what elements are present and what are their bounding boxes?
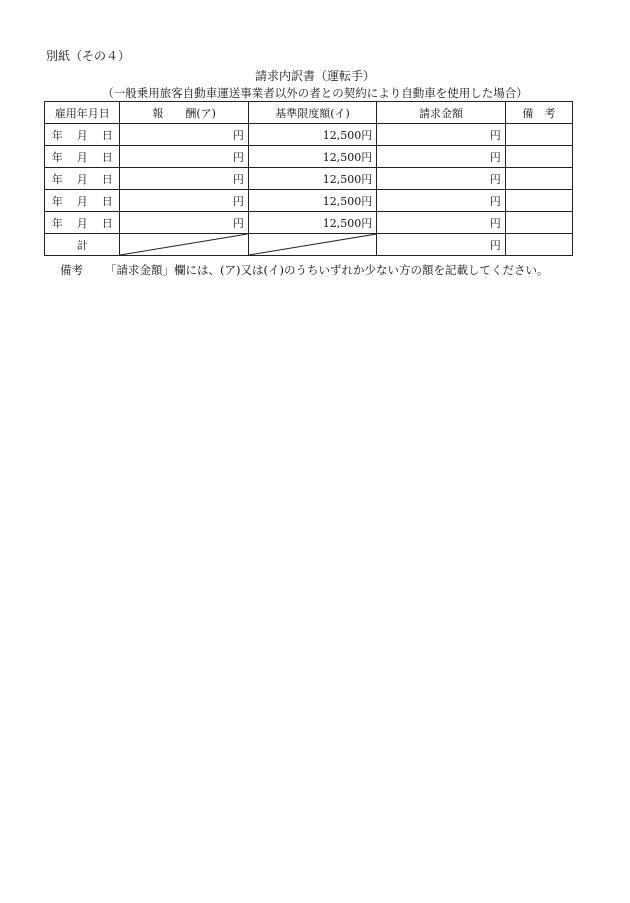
total-claim-cell: 円 <box>377 234 505 256</box>
day-label: 日 <box>101 194 113 208</box>
table-row <box>45 190 573 212</box>
standard-limit-cell: 12,500円 <box>248 212 376 234</box>
remarks-cell <box>505 190 572 212</box>
remarks-cell <box>505 124 572 146</box>
header-remarks: 備 考 <box>505 102 572 124</box>
remarks-cell <box>505 168 572 190</box>
employment-date-cell <box>45 212 120 234</box>
header-standard-limit: 基準限度額(イ) <box>248 102 376 124</box>
employment-date-cell <box>45 190 120 212</box>
table-row <box>45 168 573 190</box>
month-label: 月 <box>76 172 88 186</box>
header-remuneration: 報 酬(ア) <box>120 102 248 124</box>
claim-amount-cell: 円 <box>377 190 505 212</box>
remark-note <box>60 262 548 278</box>
diagonal-strike <box>249 234 376 255</box>
total-remarks-cell <box>505 234 572 256</box>
day-label: 日 <box>101 216 113 230</box>
employment-date-cell <box>45 146 120 168</box>
table-header-row <box>45 102 573 124</box>
remark-label: 備考 <box>60 263 83 277</box>
year-label: 年 <box>51 128 63 142</box>
document-title: 請求内訳書（運転手） <box>254 69 375 83</box>
month-label: 月 <box>76 128 88 142</box>
remuneration-cell: 円 <box>120 168 248 190</box>
remuneration-cell: 円 <box>120 190 248 212</box>
total-row <box>45 234 573 256</box>
remuneration-cell: 円 <box>120 124 248 146</box>
year-label: 年 <box>51 194 63 208</box>
standard-limit-cell: 12,500円 <box>248 146 376 168</box>
remarks-cell <box>505 212 572 234</box>
struck-out-cell <box>248 234 376 256</box>
standard-limit-cell: 12,500円 <box>248 124 376 146</box>
employment-date-cell <box>45 168 120 190</box>
header-employment-date: 雇用年月日 <box>45 102 120 124</box>
standard-limit-cell: 12,500円 <box>248 190 376 212</box>
standard-limit-cell: 12,500円 <box>248 168 376 190</box>
attachment-label: 別紙（その４） <box>46 49 131 63</box>
year-label: 年 <box>51 150 63 164</box>
month-label: 月 <box>76 150 88 164</box>
table-row <box>45 212 573 234</box>
remuneration-cell: 円 <box>120 212 248 234</box>
day-label: 日 <box>101 128 113 142</box>
day-label: 日 <box>101 150 113 164</box>
header-claim-amount: 請求金額 <box>377 102 505 124</box>
year-label: 年 <box>51 216 63 230</box>
claim-amount-cell: 円 <box>377 168 505 190</box>
claim-amount-cell: 円 <box>377 124 505 146</box>
claim-detail-table <box>44 101 573 256</box>
claim-amount-cell: 円 <box>377 212 505 234</box>
table-row <box>45 146 573 168</box>
day-label: 日 <box>101 172 113 186</box>
diagonal-strike <box>120 234 247 255</box>
remark-text: 「請求金額」欄には、(ア)又は(イ)のうちいずれか少ない方の額を記載してください。 <box>105 263 549 277</box>
total-label: 計 <box>45 234 120 256</box>
struck-out-cell <box>120 234 248 256</box>
month-label: 月 <box>76 194 88 208</box>
table-row <box>45 124 573 146</box>
employment-date-cell <box>45 124 120 146</box>
document-subtitle: （一般乗用旅客自動車運送事業者以外の者との契約により自動車を使用した場合） <box>102 86 528 100</box>
claim-amount-cell: 円 <box>377 146 505 168</box>
remuneration-cell: 円 <box>120 146 248 168</box>
year-label: 年 <box>51 172 63 186</box>
remarks-cell <box>505 146 572 168</box>
month-label: 月 <box>76 216 88 230</box>
